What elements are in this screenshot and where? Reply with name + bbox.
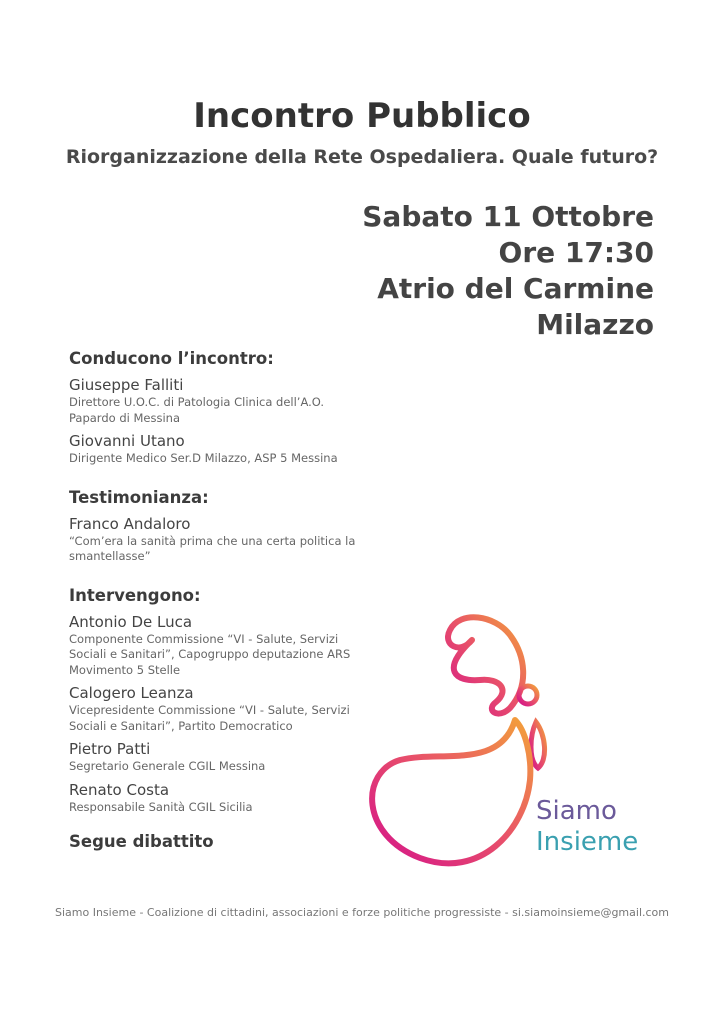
person-name: Calogero Leanza: [69, 684, 194, 702]
person-name: Pietro Patti: [69, 740, 151, 758]
person-entry: [69, 431, 369, 467]
person-name: Giuseppe Falliti: [69, 376, 184, 394]
person-entry: [69, 780, 369, 816]
closing-note: Segue dibattito: [69, 832, 214, 851]
person-name: Franco Andaloro: [69, 514, 191, 533]
person-role: Segretario Generale CGIL Messina: [69, 759, 266, 773]
person-entry: [69, 683, 369, 734]
person-role: Direttore U.O.C. di Patologia Clinica dell’A.O. Papardo di Messina: [69, 395, 325, 425]
person-role: “Com’era la sanità prima che una certa politica la smantellasse”: [69, 533, 356, 563]
logo-line2: Insieme: [536, 827, 639, 857]
person-name: Renato Costa: [69, 780, 170, 799]
event-time: Ore 17:30: [498, 236, 654, 269]
logo-wordmark: [536, 796, 638, 858]
page-title: Incontro Pubblico: [193, 96, 531, 136]
person-name: Antonio De Luca: [69, 612, 193, 631]
page-subtitle: Riorganizzazione della Rete Ospedaliera. Quale futuro?: [65, 146, 659, 168]
section-heading-intervengono: Intervengono:: [69, 585, 201, 605]
person-name: Giovanni Utano: [69, 432, 185, 450]
person-entry: [69, 375, 369, 426]
person-entry: [69, 739, 369, 775]
event-date: Sabato 11 Ottobre: [362, 200, 654, 233]
person-role: Dirigente Medico Ser.D Milazzo, ASP 5 Messina: [69, 451, 338, 465]
person-entry: [69, 514, 369, 565]
program: [69, 348, 369, 853]
person-role: Vicepresidente Commissione “VI - Salute, Servizi Sociali e Sanitari”, Partito Democratico: [69, 703, 350, 733]
section-heading-testimonianza: Testimonianza:: [69, 487, 209, 507]
logo-line1: Siamo: [536, 796, 617, 826]
person-entry: [69, 612, 369, 679]
person-role: Componente Commissione “VI - Salute, Servizi Sociali e Sanitari”, Capogruppo deputazione ARS Movimento 5 Stelle: [69, 631, 351, 677]
section-heading-conducono: Conducono l’incontro:: [69, 349, 274, 368]
event-city: Milazzo: [536, 308, 654, 341]
event-venue: Atrio del Carmine: [377, 272, 654, 305]
person-role: Responsabile Sanità CGIL Sicilia: [69, 799, 253, 814]
footer-text: Siamo Insieme - Coalizione di cittadini, associazioni e forze politiche progressiste - si.siamoinsieme@gmail.com: [54, 906, 669, 919]
event-details: [362, 199, 654, 343]
